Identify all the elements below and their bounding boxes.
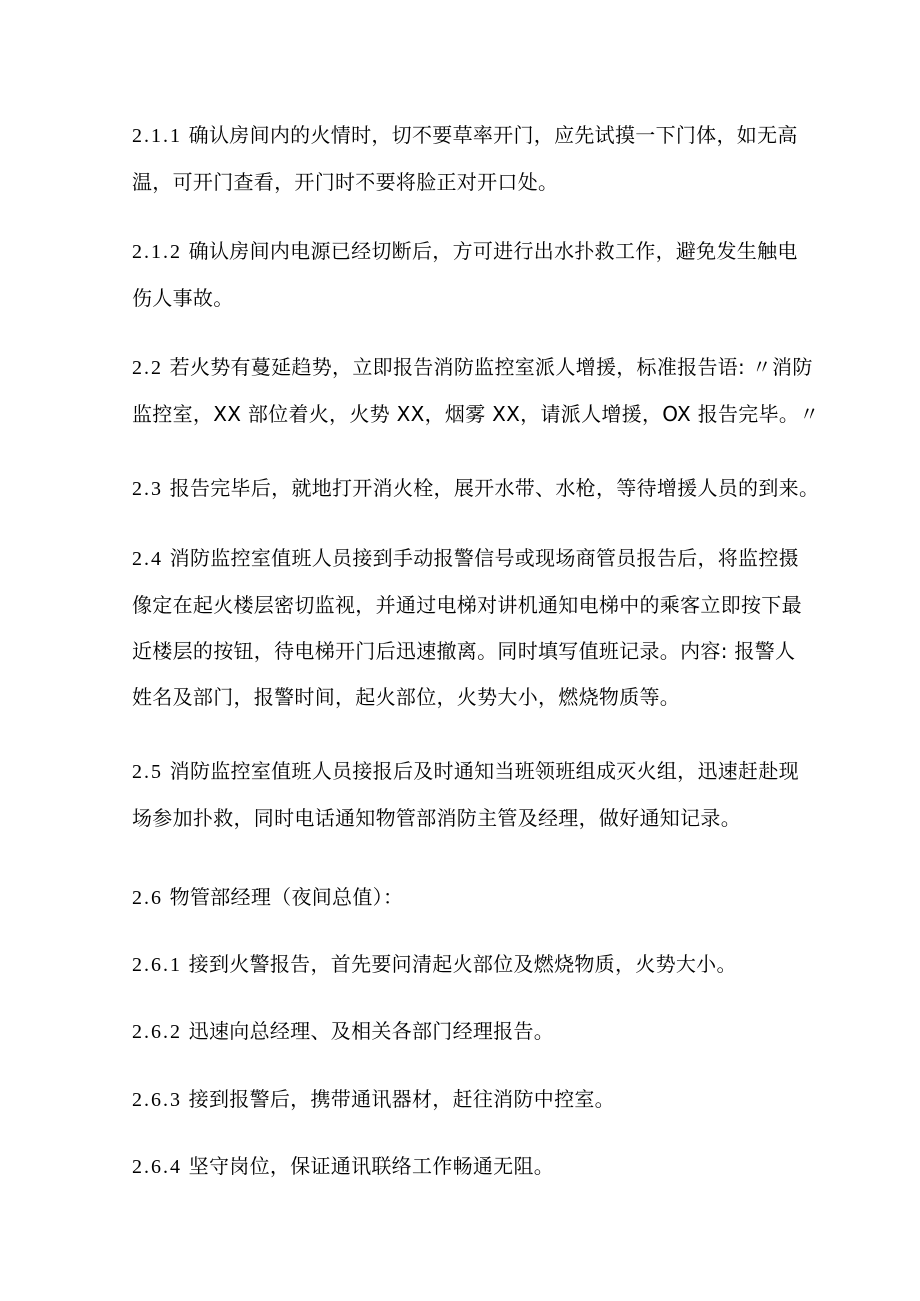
section-number: 2.3 (132, 478, 163, 500)
section-number: 2.6.1 (132, 954, 182, 976)
section-number: 2.4 (132, 548, 163, 570)
paragraph-line (132, 1008, 812, 1055)
line-text: 接到报警后，携带通讯器材，赶往消防中控室。 (188, 1087, 615, 1111)
paragraph-line: 姓名及部门，报警时间，起火部位，火势大小，燃烧物质等。 (132, 685, 681, 709)
line-text: 报告完毕后，就地打开消火栓，展开水带、水枪，等待增援人员的到来。 (163, 476, 820, 500)
paragraph-2-5 (132, 748, 812, 841)
line-text: 物管部经理（夜间总值）： (163, 885, 404, 909)
paragraph-2-2 (132, 344, 820, 437)
section-number: 2.6 (132, 887, 163, 909)
paragraph-2-1-2 (132, 228, 812, 321)
section-number: 2.6.3 (132, 1089, 182, 1111)
paragraph-2-6-1 (132, 941, 812, 988)
paragraph-2-6-4 (132, 1143, 812, 1190)
paragraph-2-6 (132, 874, 812, 921)
paragraph-line: 像定在起火楼层密切监视，并通过电梯对讲机通知电梯中的乘客立即按下最 (132, 593, 802, 617)
section-number: 2.2 (132, 357, 163, 379)
paragraph-line: 近楼层的按钮，待电梯开门后迅速撤离。同时填写值班记录。内容: 报警人 (132, 639, 796, 663)
line-text: 确认房间内的火情时，切不要草率开门，应先试摸一下门体，如无高 (188, 123, 798, 147)
section-number: 2.1.1 (132, 125, 182, 147)
paragraph-2-4 (132, 535, 812, 720)
paragraph-line: 温，可开门查看，开门时不要将脸正对开口处。 (132, 170, 559, 194)
paragraph-line (132, 465, 820, 512)
paragraph-line (132, 228, 812, 275)
paragraph-line (132, 874, 812, 921)
paragraph-line (132, 748, 812, 795)
paragraph-line (132, 535, 812, 582)
paragraph-line: 伤人事故。 (132, 286, 234, 310)
section-number: 2.6.2 (132, 1021, 182, 1043)
line-text: 坚守岗位，保证通讯联络工作畅通无阻。 (188, 1154, 555, 1178)
paragraph-line (132, 941, 812, 988)
paragraph-2-1-1 (132, 112, 812, 205)
line-text: 接到火警报告，首先要问清起火部位及燃烧物质，火势大小。 (188, 952, 737, 976)
paragraph-2-3 (132, 465, 820, 512)
line-text: 若火势有蔓延趋势，立即报告消防监控室派人增援，标准报告语: 〃消防 (163, 355, 813, 379)
paragraph-line (132, 344, 812, 391)
paragraph-line (132, 1143, 812, 1190)
paragraph-line (132, 1076, 812, 1123)
paragraph-line: 场参加扑救，同时电话通知物管部消防主管及经理，做好通知记录。 (132, 806, 741, 830)
paragraph-line: 监控室，XX 部位着火，火势 XX，烟雾 XX，请派人增援，OX 报告完毕。〃 (132, 402, 820, 426)
line-text: 消防监控室值班人员接报后及时通知当班领班组成灭火组，迅速赶赴现 (163, 759, 799, 783)
line-text: 确认房间内电源已经切断后，方可进行出水扑救工作，避免发生触电 (188, 239, 798, 263)
paragraph-2-6-2 (132, 1008, 812, 1055)
section-number: 2.1.2 (132, 241, 182, 263)
line-text: 消防监控室值班人员接到手动报警信号或现场商管员报告后，将监控摄 (163, 546, 799, 570)
paragraph-line (132, 112, 812, 159)
section-number: 2.6.4 (132, 1156, 182, 1178)
paragraph-2-6-3 (132, 1076, 812, 1123)
line-text: 迅速向总经理、及相关各部门经理报告。 (188, 1019, 555, 1043)
section-number: 2.5 (132, 761, 163, 783)
